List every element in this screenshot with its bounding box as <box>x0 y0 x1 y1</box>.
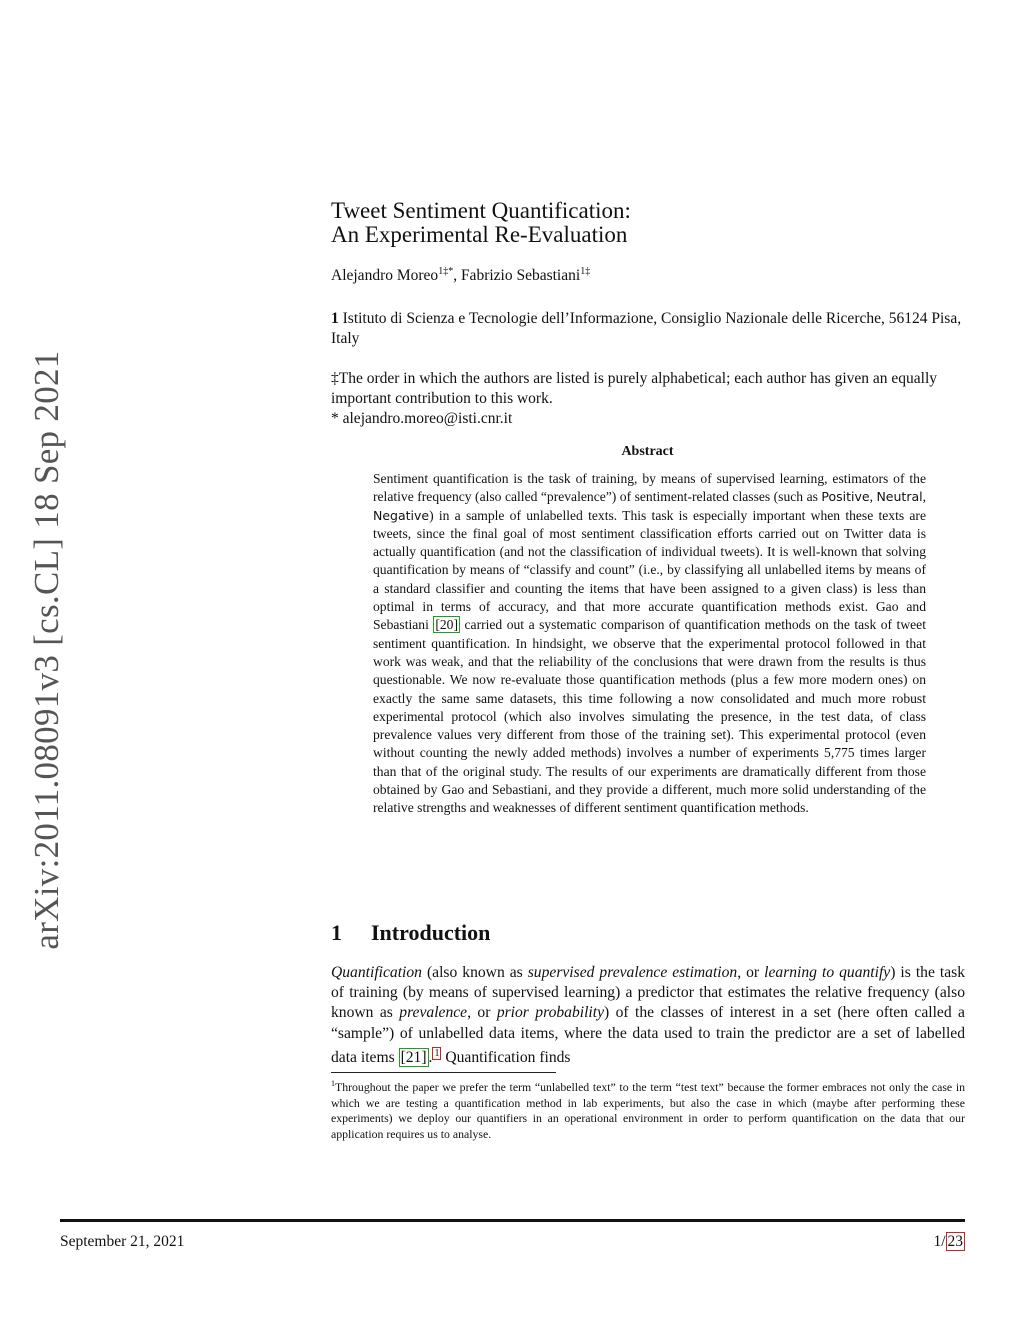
intro-term-supervised-prevalence: supervised prevalence estimation <box>527 964 738 981</box>
intro-text-1: (also known as <box>421 964 528 981</box>
abstract-sep-2: , <box>922 489 926 505</box>
affiliation <box>331 309 971 349</box>
class-neutral: Neutral <box>876 489 923 505</box>
section-number: 1 <box>331 920 342 945</box>
intro-term-prevalence: prevalence <box>399 1004 468 1022</box>
author-sebastiani: Fabrizio Sebastiani <box>460 267 581 285</box>
author-list <box>331 266 590 285</box>
contact-email[interactable]: * alejandro.moreo@isti.cnr.it <box>331 410 513 427</box>
author-separator: , <box>453 267 461 285</box>
author-sebastiani-marks: 1‡ <box>580 266 591 277</box>
intro-text-3: ) is the task of training (by means of supervised learning) a predictor that estimates the relative frequency (also known as <box>331 964 966 1022</box>
footer-rule <box>60 1219 965 1222</box>
abstract-text-2: ) in a sample of unlabelled texts. This task is especially important when these texts are tweets, since the final goal of most sentiment classification efforts carried out on Twitter data is actually quantification (and not the classification of individual tweets). It is well-known that solving quantification by means of “classify and count” (i.e., by classifying all unlabelled items by means of a standard classifier and counting the items that have been assigned to a given class) is less than optimal in terms of accuracy, and that more accurate quantification methods exist. Gao and Sebastiani <box>373 507 926 633</box>
class-negative: Negative <box>373 507 430 523</box>
current-page: 1 <box>933 1233 942 1250</box>
intro-term-quantification: Quantification <box>331 964 422 981</box>
arxiv-sidebar <box>20 350 74 950</box>
arxiv-identifier[interactable]: arXiv:2011.08091v3 [cs.CL] 18 Sep 2021 <box>27 350 66 950</box>
author-moreo-marks: 1‡* <box>438 266 454 277</box>
title-line-2: An Experimental Re-Evaluation <box>331 222 628 247</box>
intro-text-6: Quantification finds <box>441 1049 571 1066</box>
section-title: Introduction <box>371 920 491 945</box>
intro-text-4: , or <box>467 1004 497 1022</box>
author-notes <box>331 369 971 429</box>
abstract-sep-1: , <box>869 489 877 505</box>
affiliation-text: Istituto di Scienza e Tecnologie dell’Informazione, Consiglio Nazionale delle Ricerche, 56124 Pisa, Italy <box>331 310 962 347</box>
footer-date: September 21, 2021 <box>60 1233 185 1250</box>
order-note: ‡The order in which the authors are listed is purely alphabetical; each author has given an equally important contribution to this work. <box>331 370 938 407</box>
footnote-rule <box>331 1072 556 1073</box>
abstract-heading: Abstract <box>621 444 674 459</box>
footer-page-number <box>933 1233 965 1251</box>
affiliation-number: 1 <box>331 310 339 327</box>
total-pages-link[interactable]: 23 <box>947 1233 963 1250</box>
intro-term-prior-probability: prior probability <box>496 1004 605 1022</box>
footnote-mark: 1 <box>331 1079 335 1088</box>
citation-link-21[interactable]: [21] <box>400 1049 427 1066</box>
paper-title <box>331 199 631 247</box>
footnote-link-1[interactable]: 1 <box>434 1047 440 1059</box>
title-line-1: Tweet Sentiment Quantification: <box>331 198 631 223</box>
abstract-text-3: carried out a systematic comparison of quantification methods on the task of tweet sentiment quantification. In hindsight, we observe that the experimental protocol followed in that work was weak, and that the reliability of the conclusions that were drawn from the results is thus questionable. We now re-evaluate those quantification methods (plus a few more modern ones) on exactly the same same datasets, this time following a now consolidated and much more robust experimental protocol (which also involves simulating the presence, in the test data, of class prevalence values very different from those of the training set). This experimental protocol (even without counting the newly added methods) involves a number of experiments 5,775 times larger than that of the original study. The results of our experiments are dramatically different from those obtained by Gao and Sebastiani, and they provide a different, much more solid understanding of the relative strengths and weaknesses of different sentiment quantification methods. <box>373 617 926 816</box>
class-positive: Positive <box>821 489 870 505</box>
section-heading-introduction <box>331 920 490 946</box>
footnote-1 <box>331 1076 965 1142</box>
intro-text-5: ) of the classes of interest in a set (here often called a “sample”) of unlabelled data items, where the data used to train the predictor are a set of labelled data items <box>331 1004 965 1066</box>
abstract-body <box>373 470 926 818</box>
author-moreo: Alejandro Moreo <box>331 267 439 285</box>
intro-paragraph <box>331 963 965 1068</box>
intro-term-learning-to-quantify: learning to quantify <box>764 964 891 981</box>
abstract-text-1: Sentiment quantification is the task of training, by means of supervised learning, estimators of the relative frequency (also called “prevalence”) of sentiment-related classes (such as <box>373 471 926 505</box>
page-slash: / <box>941 1233 946 1250</box>
intro-text-2: , or <box>737 964 765 981</box>
intro-period: . <box>428 1049 433 1066</box>
footnote-text: Throughout the paper we prefer the term “unlabelled text” to the term “test text” because the former embraces not only the case in which we are testing a quantification method in lab experiments, but also the case in which (maybe after performing these experiments) we deploy our quantifiers in an operational environment in order to perform quantification on the data that our application requires us to analyse. <box>331 1079 965 1141</box>
citation-link-20[interactable]: [20] <box>435 617 459 633</box>
